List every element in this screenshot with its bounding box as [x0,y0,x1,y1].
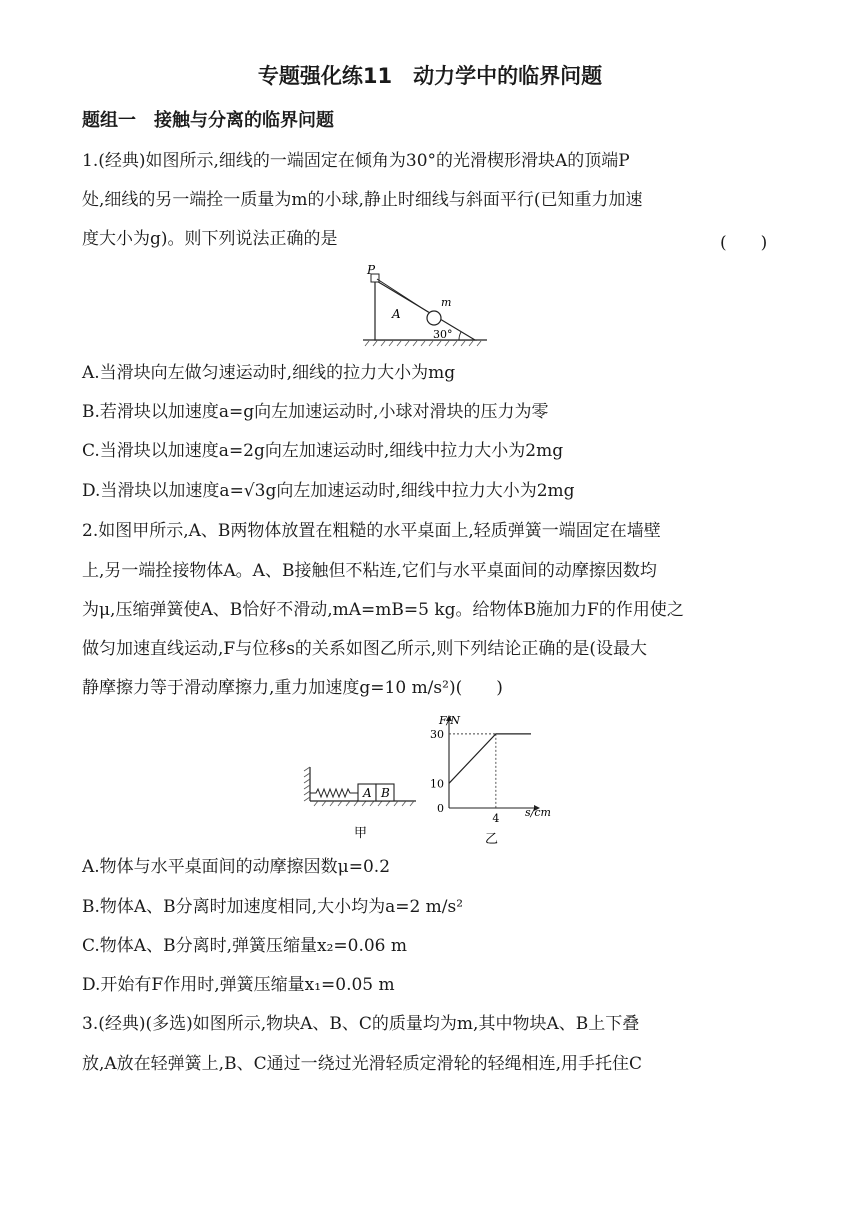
q2-option-b: B.物体A、B分离时加速度相同,大小均为a=2 m/s² [82,897,464,917]
chart-x-axis-label: s/cm [525,806,551,819]
q1-option-b: B.若滑块以加速度a=g向左加速运动时,小球对滑块的压力为零 [82,402,549,422]
chart-y-axis-label: F/N [439,714,460,727]
q1-wedge-figure [355,262,495,348]
chart-x-tick-label: 4 [492,812,500,825]
q2-option-d: D.开始有F作用时,弹簧压缩量x₁=0.05 m [82,975,395,995]
q2-line-3: 为μ,压缩弹簧使A、B恰好不滑动,mA=mB=5 kg。给物体B施加力F的作用使之 [82,600,684,620]
q1-label-angle: 30° [433,328,453,341]
q2-line-5: 静摩擦力等于滑动摩擦力,重力加速度g=10 m/s²)( ) [82,678,503,698]
q1-option-c: C.当滑块以加速度a=2g向左加速运动时,细线中拉力大小为2mg [82,441,564,461]
q1-option-a: A.当滑块向左做匀速运动时,细线的拉力大小为mg [82,363,456,383]
chart-y-tick-label: 10 [430,777,444,791]
q2-label-A: A [363,786,372,800]
q1-line-2: 处,细线的另一端拴一质量为m的小球,静止时细线与斜面平行(已知重力加速 [82,190,643,210]
q2-caption-yi: 乙 [485,832,499,847]
q2-line-2: 上,另一端拴接物体A。A、B接触但不粘连,它们与水平桌面间的动摩擦因数均 [82,561,657,581]
q2-line-1: 2.如图甲所示,A、B两物体放置在粗糙的水平桌面上,轻质弹簧一端固定在墙壁 [82,521,661,541]
chart-y-tick-label: 30 [430,727,444,741]
section-heading: 题组一 接触与分离的临界问题 [82,110,334,131]
q1-line-1: 1.(经典)如图所示,细线的一端固定在倾角为30°的光滑楔形滑块A的顶端P [82,151,630,171]
q2-option-c: C.物体A、B分离时,弹簧压缩量x₂=0.06 m [82,936,407,956]
q2-label-B: B [381,786,390,800]
page-title: 专题强化练11 动力学中的临界问题 [257,64,603,88]
q1-label-m: m [441,296,452,309]
q1-label-P: P [367,263,376,277]
q1-option-d: D.当滑块以加速度a=√3g向左加速运动时,细线中拉力大小为2mg [82,481,575,501]
chart-series-line [449,734,531,783]
q2-line-4: 做匀加速直线运动,F与位移s的关系如图乙所示,则下列结论正确的是(设最大 [82,639,647,659]
q2-figure-jia [300,765,420,845]
q1-answer-parentheses: ( ) [720,233,768,253]
chart-y-tick-label: 0 [437,802,444,815]
q2-option-a: A.物体与水平桌面间的动摩擦因数μ=0.2 [82,857,391,877]
q3-line-2: 放,A放在轻弹簧上,B、C通过一绕过光滑轻质定滑轮的轻绳相连,用手托住C [82,1054,642,1074]
q1-line-3: 度大小为g)。则下列说法正确的是 [82,229,338,249]
q1-label-A: A [392,307,401,321]
q3-line-1: 3.(经典)(多选)如图所示,物块A、B、C的质量均为m,其中物块A、B上下叠 [82,1014,640,1034]
q2-caption-jia: 甲 [354,826,368,841]
q2-f-s-chart [425,712,555,850]
